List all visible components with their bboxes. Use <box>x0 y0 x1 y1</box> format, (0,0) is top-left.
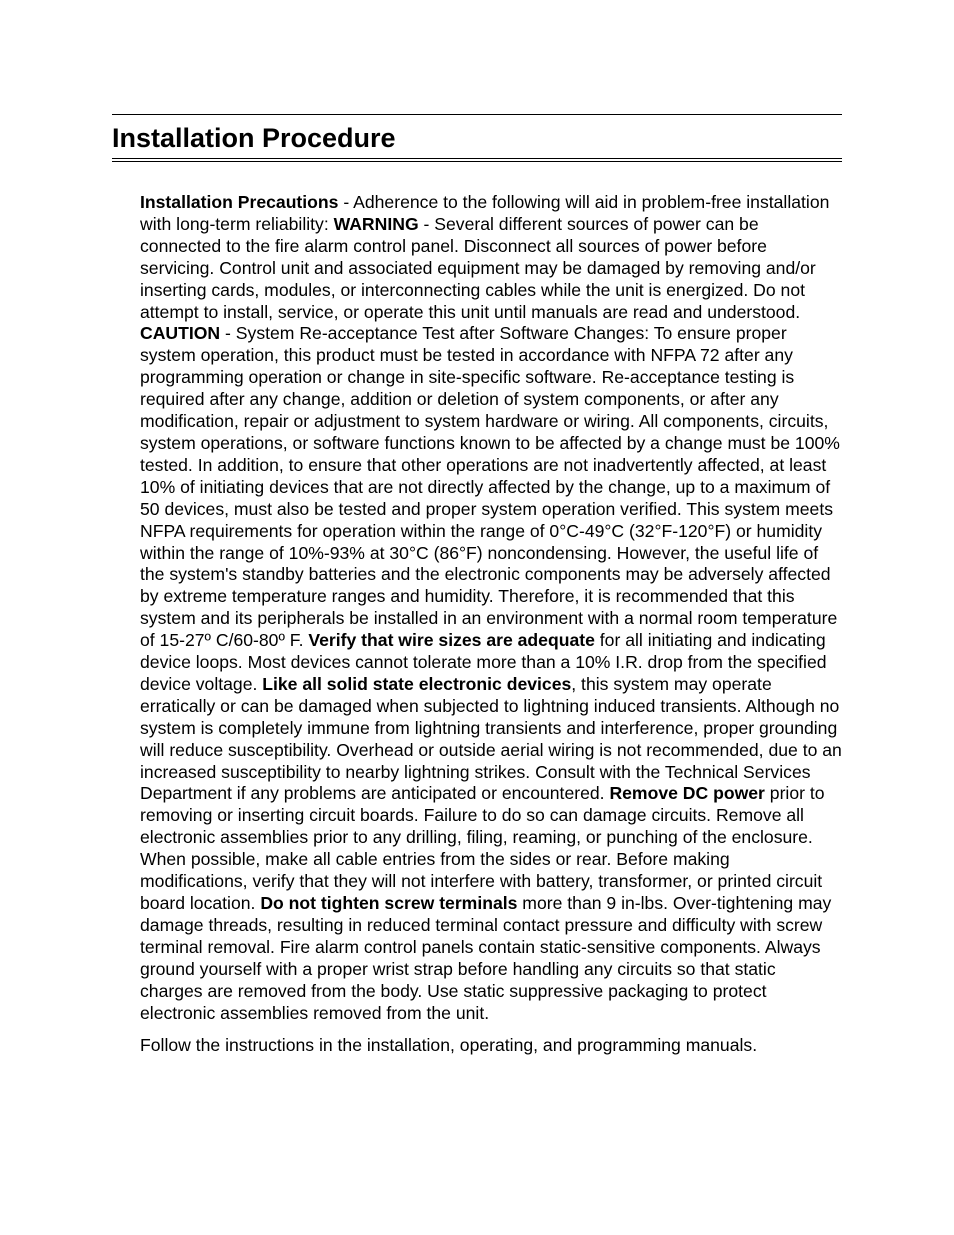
text-segment: - Several different sources of power can be connected to the fire alarm control panel. Disconnect all sources of power before servicing. Control unit and associated equipment may be damaged by removing and/or inserting cards, modules, or interconnecting cables while the unit is energized. Do not attempt to install, service, or operate this unit until manuals are read and understood. <box>140 213 816 322</box>
follow-instructions-paragraph: Follow the instructions in the installation, operating, and programming manuals. <box>140 1035 758 1056</box>
bold-remove-dc-power: Remove DC power <box>609 783 765 804</box>
text-segment: prior to removing or inserting circuit boards. Failure to do so can damage circuits. Remove all electronic assemblies prior to any drilling, filing, reaming, or punching of the enclosure. When possible, make all cable entries from the sides or rear. Before making modifications, verify that they will not interfere with battery, transformer, or printed circuit board location. <box>140 783 825 913</box>
text-segment: , this system may operate erratically or can be damaged when subjected to lightning induced transients. Although no system is completely immune from lightning transients and interference, proper grounding will reduce susceptibility. Overhead or outside aerial wiring is not recommended, due to an increased susceptibility to nearby lightning strikes. Consult with the Technical Services Department if any problems are anticipated or encountered. <box>140 673 842 804</box>
bold-installation-precautions: Installation Precautions <box>140 192 339 212</box>
heading-top-rule <box>112 114 842 115</box>
text-segment: more than 9 in-lbs. Over-tightening may damage threads, resulting in reduced terminal contact pressure and difficulty with screw terminal removal. Fire alarm control panels contain static-sensitive components. Always ground yourself with a proper wrist strap before handling any circuits so that static charges are removed from the body. Use static suppressive packaging to protect electronic assemblies removed from the unit. <box>140 893 832 1023</box>
bold-caution: CAUTION <box>140 323 221 344</box>
body-text <box>140 192 842 1068</box>
bold-screw-terminals: Do not tighten screw terminals <box>260 893 518 913</box>
bold-verify-wire-sizes: Verify that wire sizes are adequate <box>308 630 595 651</box>
heading-bottom-double-rule <box>112 158 842 162</box>
text-segment: for all initiating and indicating device loops. Most devices cannot tolerate more than a 10% I.R. drop from the specified device voltage. <box>140 630 827 694</box>
installation-precautions-paragraph <box>140 192 842 1024</box>
text-segment: - Adherence to the following will aid in problem-free installation with long-term reliability: <box>140 192 830 234</box>
page-title: Installation Procedure <box>112 123 396 153</box>
bold-solid-state-devices: Like all solid state electronic devices <box>262 673 572 694</box>
bold-warning: WARNING <box>333 213 419 234</box>
text-segment: - System Re-acceptance Test after Software Changes: To ensure proper system operation, this product must be tested in accordance with NFPA 72 after any programming operation or change in site-specific software. Re-acceptance testing is required after any change, addition or deletion of system components, or after any modification, repair or adjustment to system hardware or wiring. All components, circuits, system operations, or software functions known to be affected by a change must be 100% tested. In addition, to ensure that other operations are not inadvertently affected, at least 10% of initiating devices that are not directly affected by the change, up to a maximum of 50 devices, must also be tested and proper system operation verified. This system meets NFPA requirements for operation within the range of 0°C-49°C (32°F-120°F) or humidity within the range of 10%-93% at 30°C (86°F) noncondensing. However, the useful life of the system's standby batteries and the electronic components may be adversely affected by extreme temperature ranges and humidity. Therefore, it is recommended that this system and its peripherals be installed in an environment with a normal room temperature of 15-27º C/60-80º F. <box>140 323 840 651</box>
